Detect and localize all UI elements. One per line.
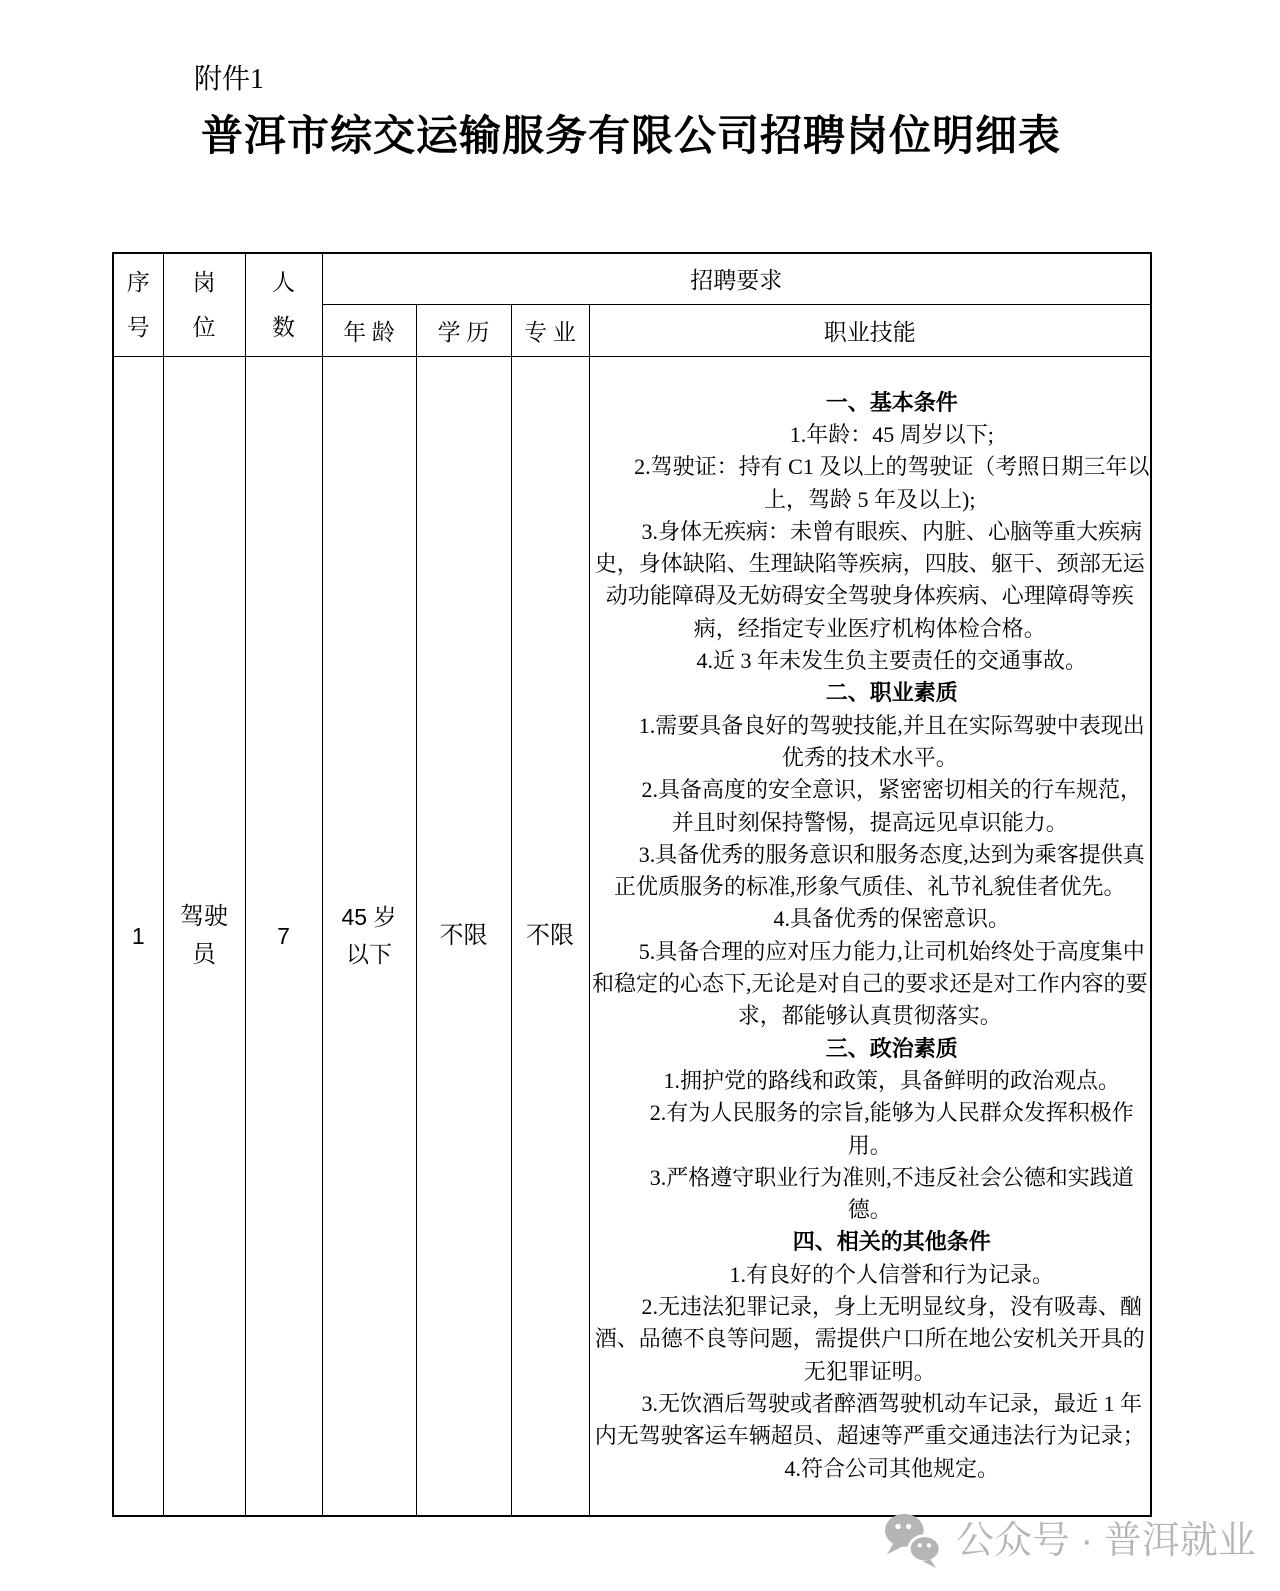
row-count-cell: 7 [245, 356, 322, 1516]
skills-section-heading: 四、相关的其他条件 [792, 1229, 991, 1255]
skills-paragraph: 5.具备合理的应对压力能力,让司机始终处于高度集中和稳定的心态下,无论是对自己的要求还是对工作内容的要求，都能够认真贯彻落实。 [591, 938, 1148, 1029]
skills-paragraph: 2.具备高度的安全意识，紧密密切相关的行车规范，并且时刻保持警惕，提高远见卓识能力。 [641, 777, 1142, 835]
header-education-cell: 学 历 [416, 304, 511, 356]
skills-paragraph: 4.具备优秀的保密意识。 [773, 906, 1010, 932]
row-age-cell [322, 356, 416, 1516]
wechat-icon [882, 1512, 944, 1570]
skills-paragraph: 3.无饮酒后驾驶或者醉酒驾驶机动车记录，最近 1 年内无驾驶客运车辆超员、超速等严重交通违法行为记录； [594, 1390, 1145, 1449]
attachment-label: 附件1 [194, 64, 265, 95]
header-post-label: 岗位 [192, 269, 216, 340]
skills-paragraph: 1.需要具备良好的驾驶技能,并且在实际驾驶中表现出优秀的技术水平。 [638, 712, 1145, 770]
row-seq-cell: 1 [113, 356, 163, 1516]
skills-paragraph: 1.有良好的个人信誉和行为记录。 [729, 1261, 1054, 1287]
row-post-value: 驾驶员 [180, 903, 228, 968]
row-age-value: 45 岁以下 [341, 903, 397, 967]
header-requirements-cell: 招聘要求 [322, 253, 1151, 304]
skills-paragraph: 4.近 3 年未发生负主要责任的交通事故。 [696, 648, 1087, 674]
wechat-watermark [882, 1512, 1256, 1570]
header-post-cell [163, 253, 245, 356]
header-major-cell: 专 业 [511, 304, 589, 356]
skills-section-heading: 一、基本条件 [825, 389, 958, 415]
page-title: 普洱市综交运输服务有限公司招聘岗位明细表 [200, 114, 1061, 160]
skills-paragraph: 2.无违法犯罪记录，身上无明显纹身，没有吸毒、酗酒、品德不良等问题，需提供户口所在地公安机关开具的无犯罪证明。 [594, 1294, 1145, 1384]
skills-paragraph: 1.拥护党的路线和政策，具备鲜明的政治观点。 [663, 1067, 1120, 1093]
recruitment-table [112, 252, 1152, 1517]
skills-paragraph: 4.符合公司其他规定。 [784, 1455, 999, 1481]
skills-paragraph: 3.具备优秀的服务意识和服务态度,达到为乘客提供真正优质服务的标准,形象气质佳、礼节礼貌佳者优先。 [613, 841, 1145, 900]
header-seq-label: 序号 [126, 269, 150, 340]
header-count-label: 人数 [272, 269, 295, 340]
recruitment-table-wrap [112, 252, 1152, 1517]
skills-section-heading: 三、政治素质 [825, 1035, 958, 1061]
row-major-cell: 不限 [511, 356, 589, 1516]
skills-paragraph: 3.严格遵守职业行为准则,不违反社会公德和实践道德。 [649, 1164, 1134, 1223]
header-count-cell [245, 253, 322, 356]
skills-paragraph: 2.驾驶证：持有 C1 及以上的驾驶证（考照日期三年以上，驾龄 5 年及以上); [634, 454, 1150, 512]
skills-paragraph: 3.身体无疾病：未曾有眼疾、内脏、心脑等重大疾病史，身体缺陷、生理缺陷等疾病，四肢、躯干、颈部无运动功能障碍及无妨碍安全驾驶身体疾病、心理障碍等疾病，经指定专业医疗机构体检合格。 [594, 518, 1145, 641]
row-post-cell [163, 356, 245, 1516]
header-age-cell: 年 龄 [322, 304, 416, 356]
skills-section-heading: 二、职业素质 [825, 680, 958, 706]
skills-paragraph: 2.有为人民服务的宗旨,能够为人民群众发挥积极作用。 [649, 1100, 1134, 1158]
skills-paragraphs [590, 387, 1151, 1485]
row-skills-cell [589, 356, 1151, 1516]
header-skills-cell: 职业技能 [589, 304, 1151, 356]
skills-paragraph: 1.年龄：45 周岁以下; [789, 422, 994, 447]
table-row [113, 356, 1151, 1516]
header-seq-cell [113, 253, 163, 356]
row-education-cell: 不限 [416, 356, 511, 1516]
wechat-account-label: 公众号 · 普洱就业 [956, 1520, 1256, 1562]
